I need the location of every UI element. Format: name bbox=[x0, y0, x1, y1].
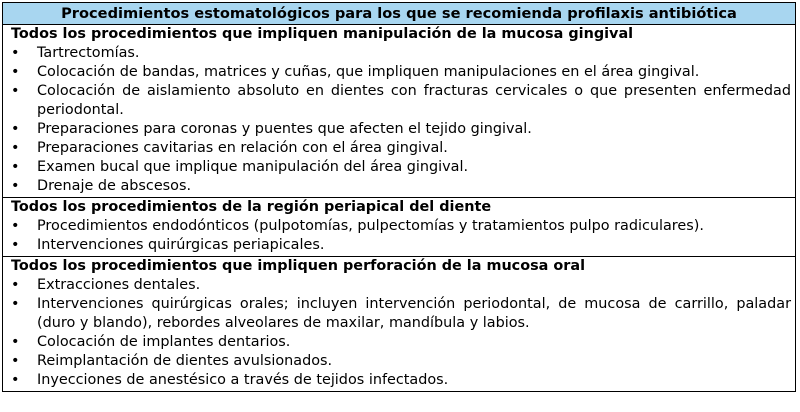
list-item bbox=[11, 352, 791, 371]
procedures-table bbox=[2, 2, 796, 392]
list-item-text: Intervenciones quirúrgicas periapicales. bbox=[37, 237, 325, 253]
section-gingival bbox=[3, 25, 796, 198]
section-row-gingival bbox=[3, 25, 796, 198]
bullet-icon: • bbox=[11, 178, 20, 194]
section-heading: Todos los procedimientos que impliquen perforación de la mucosa oral bbox=[11, 258, 586, 274]
bullet-icon: • bbox=[11, 334, 20, 350]
section-row-oral-mucosa bbox=[3, 257, 796, 392]
item-list bbox=[11, 217, 791, 255]
list-item-text: Colocación de implantes dentarios. bbox=[37, 334, 291, 350]
list-item-text: Tartrectomías. bbox=[37, 45, 140, 61]
list-item bbox=[11, 295, 791, 333]
bullet-icon: • bbox=[11, 296, 20, 312]
item-list bbox=[11, 276, 791, 390]
bullet-icon: • bbox=[11, 83, 20, 99]
bullet-icon: • bbox=[11, 372, 20, 388]
list-item-text: Intervenciones quirúrgicas orales; incluyen intervención periodontal, de mucosa de carrillo, paladar (duro y blando), rebordes alveolares de maxilar, mandíbula y labios. bbox=[37, 296, 791, 331]
list-item-text: Colocación de bandas, matrices y cuñas, que impliquen manipulaciones en el área gingival. bbox=[37, 64, 700, 80]
list-item-text: Reimplantación de dientes avulsionados. bbox=[37, 353, 333, 369]
bullet-icon: • bbox=[11, 45, 20, 61]
table-title: Procedimientos estomatológicos para los que se recomienda profilaxis antibiótica bbox=[3, 3, 796, 25]
list-item bbox=[11, 217, 791, 236]
bullet-icon: • bbox=[11, 353, 20, 369]
list-item bbox=[11, 158, 791, 177]
section-heading: Todos los procedimientos de la región periapical del diente bbox=[11, 199, 492, 215]
list-item-text: Preparaciones cavitarias en relación con el área gingival. bbox=[37, 140, 448, 156]
list-item-text: Preparaciones para coronas y puentes que afecten el tejido gingival. bbox=[37, 121, 532, 137]
bullet-icon: • bbox=[11, 64, 20, 80]
list-item bbox=[11, 63, 791, 82]
bullet-icon: • bbox=[11, 159, 20, 175]
list-item bbox=[11, 333, 791, 352]
list-item bbox=[11, 177, 791, 196]
list-item bbox=[11, 44, 791, 63]
section-periapical bbox=[3, 198, 796, 257]
bullet-icon: • bbox=[11, 218, 20, 234]
list-item bbox=[11, 371, 791, 390]
bullet-icon: • bbox=[11, 237, 20, 253]
section-heading: Todos los procedimientos que impliquen manipulación de la mucosa gingival bbox=[11, 26, 634, 42]
list-item bbox=[11, 139, 791, 158]
list-item bbox=[11, 82, 791, 120]
list-item-text: Drenaje de abscesos. bbox=[37, 178, 192, 194]
section-oral-mucosa bbox=[3, 257, 796, 392]
bullet-icon: • bbox=[11, 140, 20, 156]
item-list bbox=[11, 44, 791, 196]
table-header-row bbox=[3, 3, 796, 25]
list-item-text: Extracciones dentales. bbox=[37, 277, 201, 293]
list-item-text: Examen bucal que implique manipulación del área gingival. bbox=[37, 159, 469, 175]
list-item-text: Colocación de aislamiento absoluto en dientes con fracturas cervicales o que presenten enfermedad periodontal. bbox=[37, 83, 791, 118]
section-row-periapical bbox=[3, 198, 796, 257]
bullet-icon: • bbox=[11, 121, 20, 137]
list-item bbox=[11, 120, 791, 139]
list-item-text: Procedimientos endodónticos (pulpotomías, pulpectomías y tratamientos pulpo radiculares). bbox=[37, 218, 704, 234]
list-item bbox=[11, 236, 791, 255]
bullet-icon: • bbox=[11, 277, 20, 293]
list-item bbox=[11, 276, 791, 295]
list-item-text: Inyecciones de anestésico a través de tejidos infectados. bbox=[37, 372, 449, 388]
